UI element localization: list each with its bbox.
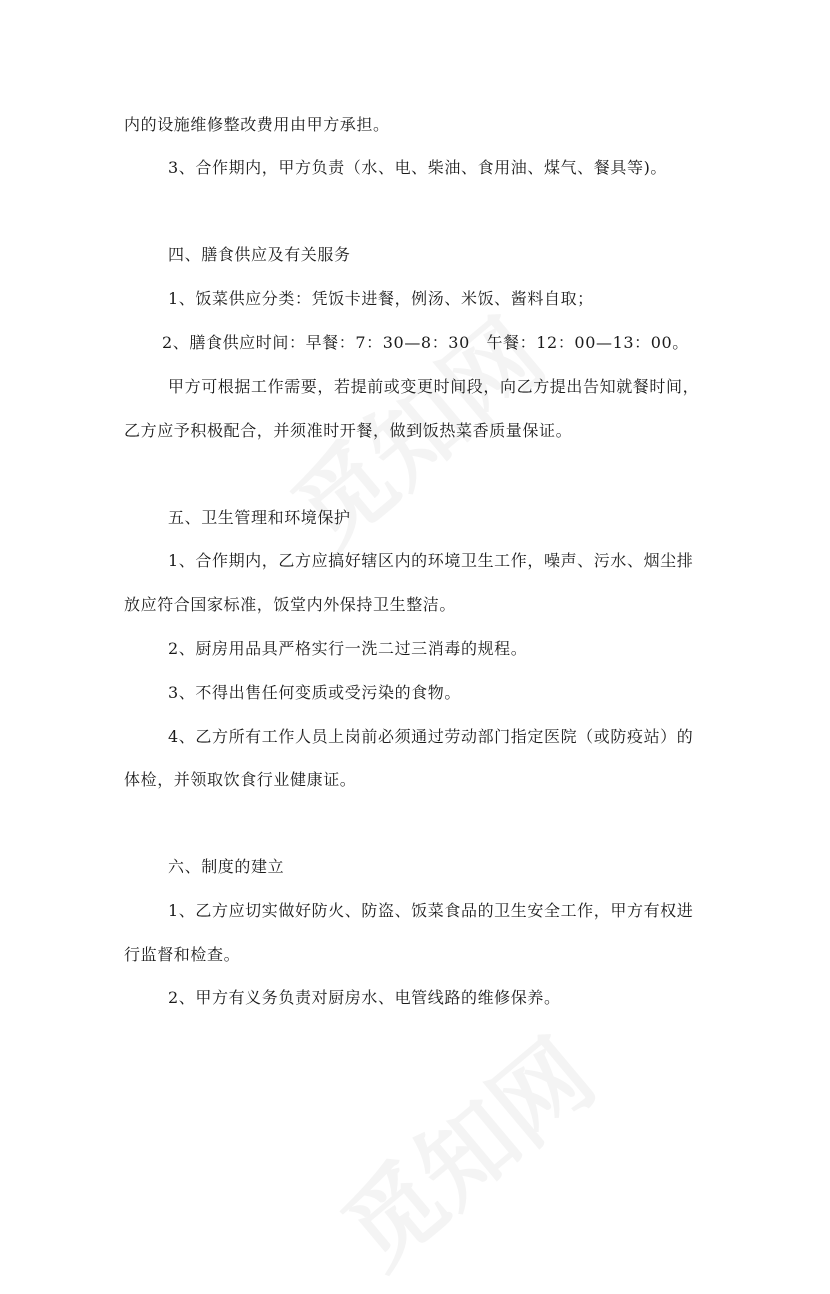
- paragraph-line: 行监督和检查。: [124, 945, 241, 964]
- paragraph-line: 1、乙方应切实做好防火、防盗、饭菜食品的卫生安全工作，甲方有权进: [168, 901, 694, 920]
- paragraph-line: 内的设施维修整改费用由甲方承担。: [124, 115, 390, 134]
- paragraph-line: 乙方应予积极配合，并须准时开餐，做到饭热菜香质量保证。: [124, 421, 573, 440]
- paragraph-line: 体检，并领取饮食行业健康证。: [124, 770, 357, 789]
- paragraph-line: 放应符合国家标准，饭堂内外保持卫生整洁。: [124, 595, 457, 614]
- paragraph-line: 2、厨房用品具严格实行一洗二过三消毒的规程。: [168, 639, 528, 658]
- paragraph-line: 2、甲方有义务负责对厨房水、电管线路的维修保养。: [168, 988, 561, 1007]
- paragraph-line: 3、不得出售任何变质或受污染的食物。: [168, 683, 461, 702]
- watermark: [310, 1003, 619, 1293]
- paragraph-line: 2、膳食供应时间：早餐：7：30—8：30 午餐：12：00—13：00。: [162, 333, 689, 352]
- section-heading: 五、卫生管理和环境保护: [168, 508, 351, 527]
- paragraph-line: 3、合作期内，甲方负责（水、电、柴油、食用油、煤气、餐具等)。: [168, 158, 668, 177]
- paragraph-line: 甲方可根据工作需要，若提前或变更时间段，向乙方提出告知就餐时间，: [168, 377, 700, 396]
- section-heading: 六、制度的建立: [168, 857, 285, 876]
- paragraph-line: 1、饭菜供应分类：凭饭卡进餐，例汤、米饭、酱料自取；: [168, 289, 594, 308]
- paragraph-line: 4、乙方所有工作人员上岗前必须通过劳动部门指定医院（或防疫站）的: [168, 727, 694, 746]
- section-heading: 四、膳食供应及有关服务: [168, 245, 351, 264]
- paragraph-line: 1、合作期内，乙方应搞好辖区内的环境卫生工作，噪声、污水、烟尘排: [168, 551, 694, 570]
